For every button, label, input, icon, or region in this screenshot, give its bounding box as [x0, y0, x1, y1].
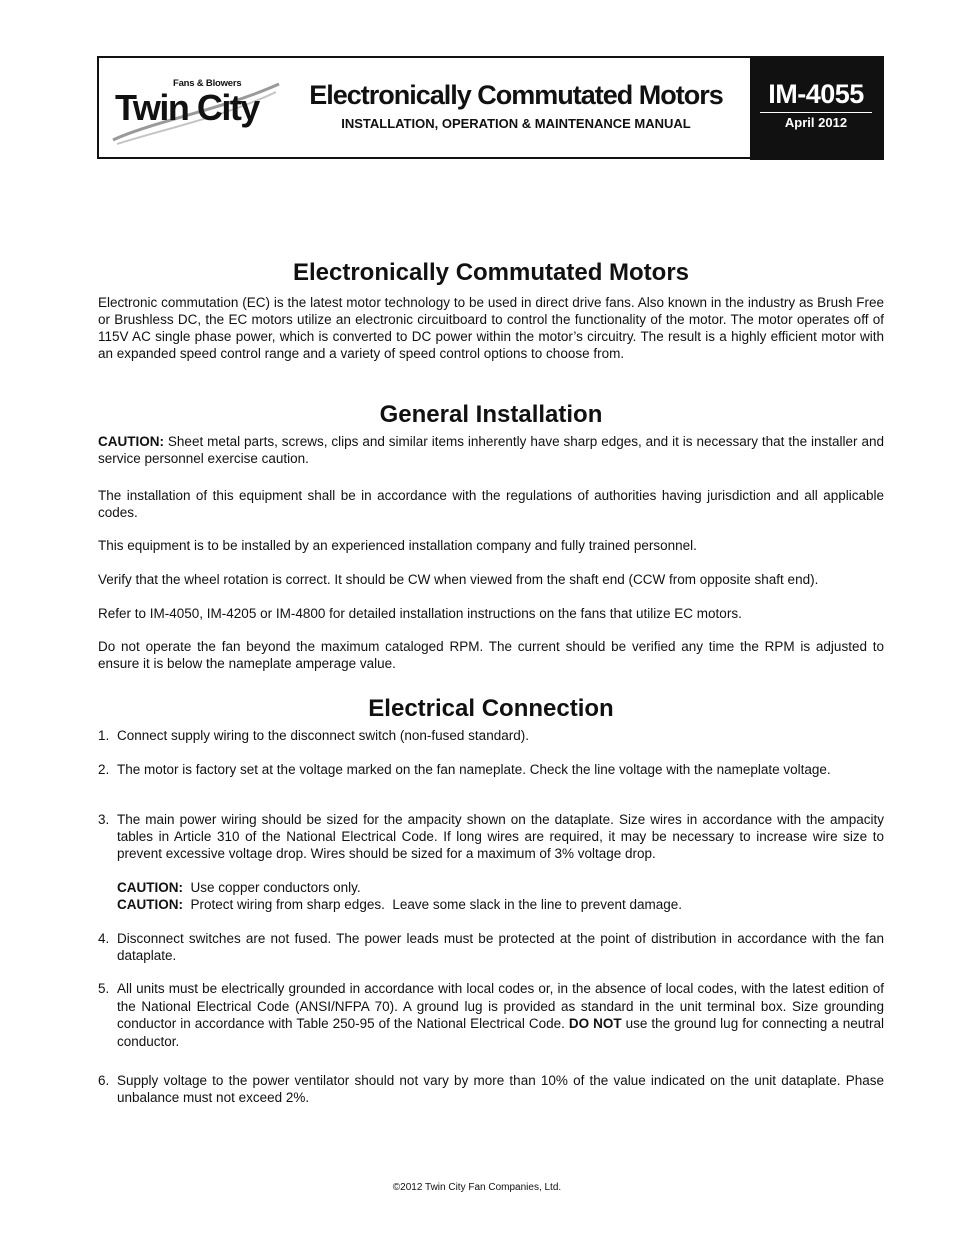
list-item-text: The motor is factory set at the voltage marked on the fan nameplate. Check the line voltage with the nameplate voltage. — [117, 762, 831, 777]
list-item-text: Connect supply wiring to the disconnect switch (non-fused standard). — [117, 728, 529, 743]
installation-paragraph-4: Refer to IM-4050, IM-4205 or IM-4800 for detailed installation instructions on the fans that utilize EC motors. — [98, 606, 742, 621]
list-item — [98, 980, 884, 1050]
list-item-number: 5. — [98, 981, 110, 996]
document-code: IM-4055 — [768, 79, 864, 109]
section-heading-electrical: Electrical Connection — [368, 695, 614, 722]
installation-paragraph-3: Verify that the wheel rotation is correct. It should be CW when viewed from the shaft end (CCW from opposite shaft end). — [98, 572, 819, 587]
document-code-box — [750, 56, 884, 160]
caution-label: CAUTION: — [98, 434, 164, 449]
section-heading-installation: General Installation — [379, 401, 603, 428]
twin-city-logo — [111, 72, 283, 152]
document-title: Electronically Commutated Motors — [309, 80, 723, 110]
list-item-text: The main power wiring should be sized for the ampacity shown on the dataplate. Size wires in accordance with the ampacity tables in Article 310 of the National Electrical Code. If long wires are required, it may be necessary to increase wire size to prevent excessive voltage drop. Wires should be sized for a maximum of 3% voltage drop. — [117, 812, 884, 861]
list-item-text-part: All units must be electrically grounded in accordance with local codes or, in the absence of local codes, with the latest edition of the National Electrical Code (ANSI/NFPA 70). A ground lug is provided as standard in the unit terminal box. Size grounding conductor in accordance with Table 250-95 of the National Electrical Code. — [117, 981, 884, 1031]
caution-label: CAUTION: — [117, 897, 183, 912]
copyright-footer: ©2012 Twin City Fan Companies, Ltd. — [392, 1182, 562, 1193]
do-not-emphasis: DO NOT — [568, 1016, 622, 1031]
list-item-text: Supply voltage to the power ventilator should not vary by more than 10% of the value indicated on the unit dataplate. Phase unbalance must not exceed 2%. — [117, 1073, 884, 1105]
installation-paragraph-5: Do not operate the fan beyond the maximum cataloged RPM. The current should be verified any time the RPM is adjusted to ensure it is below the nameplate amperage value. — [98, 639, 884, 671]
caution-text: Sheet metal parts, screws, clips and similar items inherently have sharp edges, and it is necessary that the installer and service personnel exercise caution. — [98, 434, 884, 466]
list-item-number: 2. — [98, 762, 110, 777]
list-item — [98, 761, 884, 778]
logo-brand-name: Twin City — [115, 87, 259, 128]
list-item-number: 6. — [98, 1073, 110, 1088]
installation-caution — [98, 433, 884, 467]
list-item — [98, 930, 884, 964]
list-item-number: 1. — [98, 728, 110, 743]
intro-paragraph: Electronic commutation (EC) is the latest motor technology to be used in direct drive fans. Also known in the industry as Brush Free or Brushless DC, the EC motors utilize an electronic circuitboard to control the functionality of the motor. The motor operates off of 115V AC single phase power, which is converted to DC power within the motor’s circuitry. The result is a highly efficient motor with an expanded speed control range and a variety of speed control options to choose from. — [98, 295, 884, 361]
list-item — [98, 1072, 884, 1106]
installation-paragraph-2: This equipment is to be installed by an experienced installation company and fully trained personnel. — [98, 538, 697, 553]
electrical-caution-1 — [117, 879, 884, 896]
list-item-text-part: use the ground lug for connecting a neutral conductor. — [117, 1016, 885, 1049]
document-date: April 2012 — [784, 115, 848, 130]
caution-label: CAUTION: — [117, 880, 183, 895]
document-header — [97, 56, 884, 159]
logo-tagline: Fans & Blowers — [173, 78, 242, 89]
section-heading-intro: Electronically Commutated Motors — [292, 259, 690, 286]
caution-text: Use copper conductors only. — [183, 880, 361, 895]
caution-text: Protect wiring from sharp edges. Leave some slack in the line to prevent damage. — [183, 897, 683, 912]
installation-paragraph-1: The installation of this equipment shall be in accordance with the regulations of authorities having jurisdiction and all applicable codes. — [98, 488, 884, 520]
list-item-number: 4. — [98, 931, 110, 946]
code-divider — [760, 112, 872, 113]
list-item-text: Disconnect switches are not fused. The power leads must be protected at the point of distribution in accordance with the fan dataplate. — [117, 931, 884, 963]
list-item — [98, 727, 884, 744]
list-item-number: 3. — [98, 812, 110, 827]
list-item — [98, 811, 884, 862]
list-item-text — [117, 980, 884, 1050]
document-subtitle: INSTALLATION, OPERATION & MAINTENANCE MANUAL — [341, 116, 691, 131]
electrical-caution-2 — [117, 896, 884, 913]
